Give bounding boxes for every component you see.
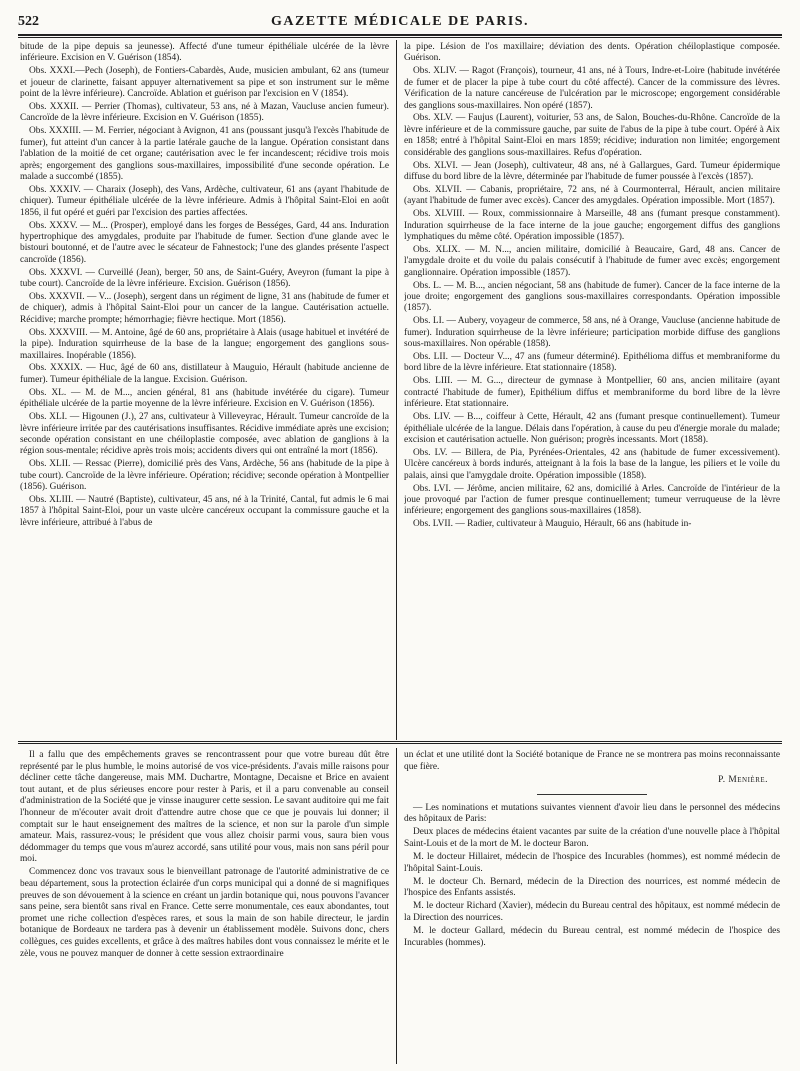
speech-paragraph: Commencez donc vos travaux sous le bienveillant patronage de l'autorité administrative de ce beau département, sous la protection éclairée d'un corps municipal qui a donné de si magnifiques preuves de son dévouement à la science en créant un jardin botanique qui, nous pouvons l'avancer sans peine, sera bientôt sans rival en France. Cette serre monumentale, ces eaux abondantes, tout promet une riche collection d'espèces rares, et sous la main de son habile directeur, le jardin botanique de Bordeaux ne tardera pas à devenir un établissement modèle. Suivons donc, chers collègues, ces guides excellents, et grâce à des maîtres habiles dont vous connaissez le mérite et le zèle, vous ne pouvez manquer de donner à cette session extraordinaire xyxy=(20,867,389,959)
observation-paragraph: Obs. LIII. — M. G..., directeur de gymnase à Montpellier, 60 ans, ancien militaire (ayant contracté l'habitude de fumer), Epithélium diffus et membraniforme du bord libre de la lèvre inférieure. Etat stationnaire. xyxy=(404,376,780,410)
observation-paragraph: Obs. LIV. — B..., coiffeur à Cette, Hérault, 42 ans (fumant presque continuellement). Tumeur épithéliale ulcérée de la langue. Délais dans l'opération, à cause du peu d'énergie morale du malade; excision et cautérisation actuelle. Non guérison; progrès incessants. Mort (1858). xyxy=(404,412,780,445)
nomination-paragraph: M. le docteur Ch. Bernard, médecin de la Direction des nourrices, est nommé médecin de l'hospice des Enfants assistés. xyxy=(404,876,780,899)
observation-paragraph: Obs. LI. — Aubery, voyageur de commerce, 58 ans, né à Orange, Vaucluse (ancienne habitude de fumer). Induration squirrheuse de la lèvre inférieure; participation morbide diffuse des ganglions sous-maxillaires. Non opérable (1858). xyxy=(404,316,780,350)
nomination-paragraph: M. le docteur Richard (Xavier), médecin du Bureau central des hôpitaux, est nommé médecin de la Direction des nourrices. xyxy=(404,901,780,923)
observation-paragraph: Obs. LV. — Billera, de Pia, Pyrénées-Orientales, 42 ans (habitude de fumer excessivement). Ulcère cancéreux à bords indurés, atteignant à la fois la base de la langue, les piliers et le voile du palais, ainsi que l'amygdale droite. Opération impossible (1858). xyxy=(404,447,780,481)
observation-paragraph: Obs. XXXIII. — M. Ferrier, négociant à Avignon, 41 ans (poussant jusqu'à l'excès l'habitude de fumer), fut atteint d'un cancer à la partie latérale gauche de la langue. Opération consistant dans l'ablation de la moitié de cet organe; cautérisation avec le fer incandescent; récidive trois mois après; engorgement des ganglions sous-maxillaires, impossibilité d'une seconde opération. Le malade a succombé (1855). xyxy=(20,126,389,182)
header-rule-thin xyxy=(18,37,782,38)
observation-paragraph: Obs. XXXI.—Pech (Joseph), de Fontiers-Cabardès, Aude, musicien ambulant, 62 ans (tumeur et joueur de clarinette, faisant appuyer alternativement sa pipe et son instrument sur le même point de la lèvre inférieure). Cancroïde. Ablation et guérison par l'excision en V (1854). xyxy=(20,66,389,100)
nomination-paragraph: M. le docteur Hillairet, médecin de l'hospice des Incurables (hommes), est nommé médecin de l'hôpital Saint-Louis. xyxy=(404,851,780,874)
journal-title: GAZETTE MÉDICALE DE PARIS. xyxy=(270,14,530,29)
observation-paragraph: bitude de la pipe depuis sa jeunesse). Affecté d'une tumeur épithéliale ulcérée de la lèvre inférieure. Excision en V. Guérison (1854). xyxy=(20,42,389,64)
observation-paragraph: Obs. XXXII. — Perrier (Thomas), cultivateur, 53 ans, né à Mazan, Vaucluse ancien fumeur). Cancroïde de la lèvre inférieure. Excision en V. Guérison (1855). xyxy=(20,102,389,124)
page-number: 522 xyxy=(18,14,39,29)
nomination-paragraph: — Les nominations et mutations suivantes viennent d'avoir lieu dans le personnel des médecins des hôpitaux de Paris: xyxy=(404,802,780,825)
speech-column xyxy=(20,750,389,1062)
signature: P. Menière. xyxy=(718,775,768,786)
page-header xyxy=(18,10,782,34)
observation-paragraph: Obs. XL. — M. de M..., ancien général, 81 ans (habitude invétérée du cigare). Tumeur épithéliale ulcérée de la partie moyenne de la lèvre inférieure. Excision en V. Guérison (1856). xyxy=(20,387,389,410)
observation-paragraph: Obs. XXXIV. — Charaix (Joseph), des Vans, Ardèche, cultivateur, 61 ans (ayant l'habitude de chiquer). Tumeur épithéliale ulcérée de la lèvre inférieure. Admis à l'hôpital Saint-Eloi en août 1856, il fut opéré et guéri par l'excision des parties affectées. xyxy=(20,184,389,218)
observations-right-column xyxy=(404,42,780,734)
speech-paragraph-continued: un éclat et une utilité dont la Société botanique de France ne se montrera pas moins reconnaissante que fière. xyxy=(404,750,780,772)
observation-paragraph: Obs. XLIV. — Ragot (François), tourneur, 41 ans, né à Tours, Indre-et-Loire (habitude invétérée de fumer et de placer la pipe à tube court du côté affecté). Cancer de la commissure des lèvres. Vérification de la nature cancéreuse de l'ulcération par le microscope; engorgement considérable des ganglions sous-maxillaires. Non opéré (1857). xyxy=(404,66,780,111)
observation-paragraph: Obs. LII. — Docteur V..., 47 ans (fumeur déterminé). Epithélioma diffus et membraniforme du bord libre de la lèvre inférieure. Etat stationnaire (1858). xyxy=(404,352,780,374)
observation-paragraph: Obs. XLIX. — M. N..., ancien militaire, domicilié à Beaucaire, Gard, 48 ans. Cancer de l'amygdale droite et du voile du palais consécutif à l'habitude de fumer avec excès; engorgement ganglionnaire. Opération impossible (1857). xyxy=(404,244,780,278)
observation-paragraph: Obs. XXXVI. — Curveillé (Jean), berger, 50 ans, de Saint-Guéry, Aveyron (fumant la pipe à tube court). Cancroïde de la lèvre inférieure. Excision. Guérison (1856). xyxy=(20,267,389,290)
news-column xyxy=(404,750,780,1062)
observation-paragraph: Obs. XLIII. — Nautré (Baptiste), cultivateur, 45 ans, né à la Trinité, Cantal, fut admis le 6 mai 1857 à l'hôpital Saint-Eloi, pour un vaste ulcère cancéreux occupant la commissure gauche et la lèvre inférieure, attribué à l'abus de xyxy=(20,494,389,528)
section-separator xyxy=(537,794,647,795)
observations-left-column xyxy=(20,42,389,734)
column-divider-bottom xyxy=(396,748,397,1064)
observation-paragraph: Obs. LVI. — Jérôme, ancien militaire, 62 ans, domicilié à Arles. Cancroïde de l'intérieur de la joue provoqué par l'action de fumer presque continuellement; tumeur verruqueuse de la lèvre inférieure; engorgement des ganglions sous-maxillaires (1858). xyxy=(404,483,780,517)
observation-paragraph: Obs. XLVII. — Cabanis, propriétaire, 72 ans, né à Courmonterral, Hérault, ancien militaire (ayant l'habitude de fumer avec excès). Cancer des amygdales. Opération impossible. Mort (1857). xyxy=(404,184,780,207)
nomination-paragraph: Deux places de médecins étaient vacantes par suite de la création d'une nouvelle place à l'hôpital Saint-Louis et de la mort de M. le docteur Baron. xyxy=(404,827,780,849)
observation-paragraph: Obs. XLV. — Faujus (Laurent), voiturier, 53 ans, de Salon, Bouches-du-Rhône. Cancroïde de la lèvre inférieure et de la commissure gauche, par suite de l'abus de la pipe à tube court. Opéré à Aix en 1858; entré à l'hôpital Saint-Eloi en mars 1859; récidive; induration non limitée; engorgement considérable des ganglions sous-maxillaires. Refus d'opération. xyxy=(404,113,780,158)
observation-paragraph: Obs. LVII. — Radier, cultivateur à Mauguio, Hérault, 66 ans (habitude in- xyxy=(413,519,692,530)
observation-paragraph: Obs. XXXVII. — V... (Joseph), sergent dans un régiment de ligne, 31 ans (habitude de fumer et de chiquer), admis à l'hôpital Saint-Eloi pour un cancer de la langue. Cautérisation actuelle. Récidive; marche prompte; hémorrhagie; fièvre hectique. Mort (1856). xyxy=(20,292,389,325)
observation-paragraph: Obs. XLII. — Ressac (Pierre), domicilié près des Vans, Ardèche, 56 ans (habitude de la pipe à tube court). Cancroïde de la lèvre inférieure. Opération; récidive; seconde opération à Montpellier (1856). Guérison. xyxy=(20,459,389,493)
nomination-paragraph: M. le docteur Gallard, médecin du Bureau central, est nommé médecin de l'hospice des Incurables (hommes). xyxy=(404,926,780,948)
observation-paragraph: Obs. XXXV. — M... (Prosper), employé dans les forges de Bességes, Gard, 44 ans. Induration hypertrophique des amygdales, produite par l'habitude de fumer. Section d'une glande avec le bistouri boutonné, et de l'autre avec le sécateur de Fahnestock; l'une des glandes présente l'aspect cancroïde (1856). xyxy=(20,220,389,265)
observation-paragraph: Obs. XXXVIII. — M. Antoine, âgé de 60 ans, propriétaire à Alais (usage habituel et invétéré de la pipe). Induration squirrheuse de la base de la langue; engorgement des ganglions sous-maxillaires. Inopérable (1856). xyxy=(20,327,389,361)
observation-paragraph: Obs. XLVI. — Jean (Joseph), cultivateur, 48 ans, né à Gallargues, Gard. Tumeur épidermique diffuse du bord libre de la lèvre, déterminée par l'habitude de fumer poussée à l'excès (1857). xyxy=(404,160,780,182)
observation-paragraph: Obs. L. — M. B..., ancien négociant, 58 ans (habitude de fumer). Cancer de la face interne de la joue droite; engorgement des ganglions sous-maxillaires correspondants. Opération impossible (1857). xyxy=(404,280,780,314)
section-rule-2 xyxy=(18,743,782,744)
observation-paragraph: la pipe. Lésion de l'os maxillaire; déviation des dents. Opération chéiloplastique composée. Guérison. xyxy=(404,42,780,64)
observation-paragraph: Obs. XXXIX. — Huc, âgé de 60 ans, distillateur à Mauguio, Hérault (habitude ancienne de fumer). Tumeur épithéliale de la langue. Excision. Guérison. xyxy=(20,363,389,385)
section-rule xyxy=(18,741,782,742)
column-divider-top xyxy=(396,40,397,740)
speech-paragraph: Il a fallu que des empêchements graves se rencontrassent pour que votre bureau dût être représenté par le plus humble, le moins autorisé de vos vice-présidents. J'avais mille raisons pour décliner cette tâche dangereuse, mais MM. Duchartre, Montagne, Decaisne et Brice en avaient tout autant, et de plus sérieuses encore pour rester à Paris, et il a paru convenable au conseil d'administration de la Société que je vinsse inaugurer cette session. Le savant auditoire qui me fait l'honneur de m'écouter avait droit d'attendre autre chose que ce que je pouvais lui donner; il comptait sur le haut enseignement des maîtres de la science, et non sur la parole d'un simple amateur. Mais, rassurez-vous; le président que vous allez choisir parmi vous, saura bien vous dédommager du temps que vous m'aurez accordé, sans utilité pour vous, mais non sans péril pour moi. xyxy=(20,750,389,865)
header-rule xyxy=(18,34,782,36)
observation-paragraph: Obs. XLI. — Higounen (J.), 27 ans, cultivateur à Villeveyrac, Hérault. Tumeur cancroïde de la lèvre inférieure irritée par des cautérisations insuffisantes. Récidive immédiate après une excision; seconde opération consistant en une chéiloplastie composée, avec ablation de ganglions à la région sous-mentale; récidive après trois mois; accidents divers qui ont entraîné la mort (1856). xyxy=(20,412,389,457)
observation-paragraph: Obs. XLVIII. — Roux, commissionnaire à Marseille, 48 ans (fumant presque constamment). Induration squirrheuse de la face interne de la joue gauche; engorgement diffus des ganglions lymphatiques du même côté. Opération impossible (1857). xyxy=(404,209,780,242)
